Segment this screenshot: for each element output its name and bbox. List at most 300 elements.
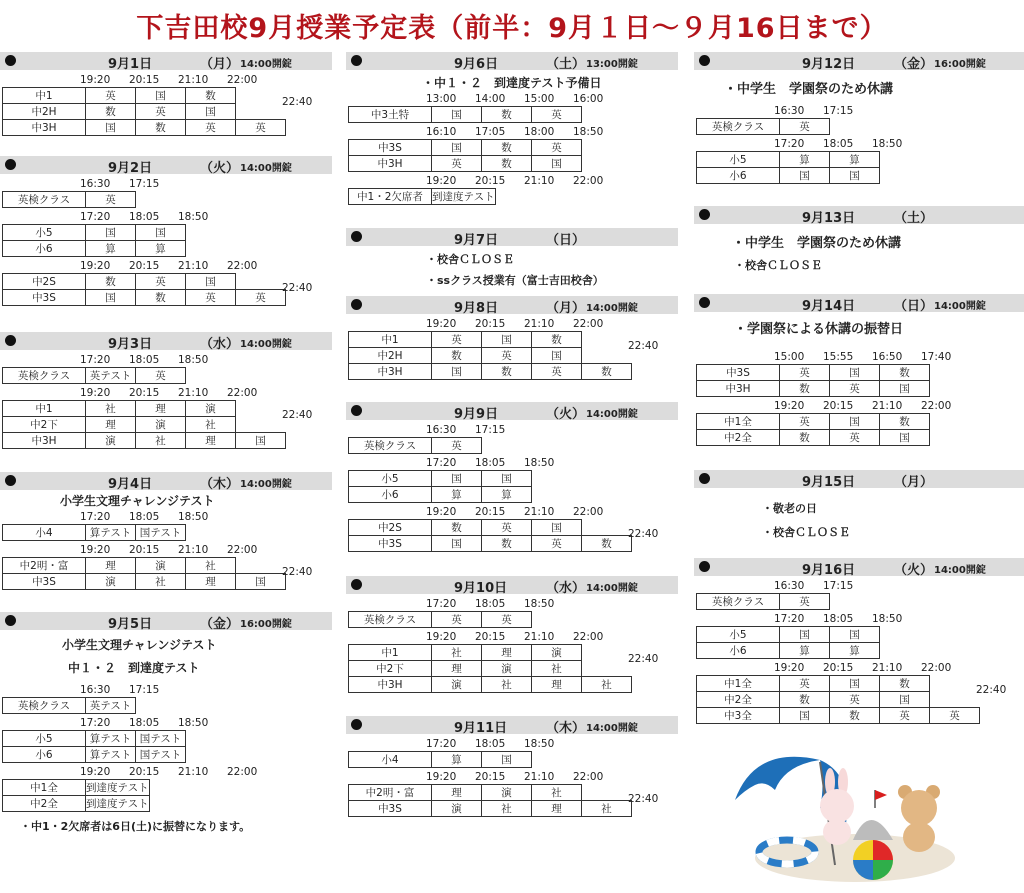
subject-cell: 算テスト — [86, 731, 136, 747]
schedule-block — [696, 613, 1024, 659]
time-label: 17:20 — [774, 138, 805, 150]
class-table — [348, 437, 482, 454]
subject-cell: 国テスト — [136, 747, 186, 763]
time-row — [696, 138, 1024, 151]
subject-cell: 英 — [532, 536, 582, 552]
subject-cell: 演 — [136, 417, 186, 433]
schedule-block — [348, 126, 678, 172]
time-label: 22:00 — [921, 662, 952, 674]
time-label: 18:50 — [524, 457, 555, 469]
time-label: 21:10 — [872, 400, 903, 412]
time-label: 15:00 — [774, 351, 805, 363]
table-row — [3, 747, 186, 763]
day-sep-13 — [694, 206, 1024, 273]
day-sep-8 — [346, 296, 678, 380]
time-row — [2, 766, 332, 779]
subject-cell: 数 — [136, 290, 186, 306]
class-table — [696, 364, 930, 397]
time-label: 15:55 — [823, 351, 854, 363]
class-name-cell: 中3H — [349, 156, 432, 172]
time-label: 18:05 — [475, 598, 506, 610]
day-note: 中１・２ 到達度テスト — [68, 661, 200, 675]
day-sep-11 — [346, 716, 678, 817]
subject-cell: 国 — [186, 274, 236, 290]
time-label: 22:00 — [573, 175, 604, 187]
table-row — [697, 414, 930, 430]
table-row — [349, 107, 582, 123]
subject-cell: 数 — [482, 156, 532, 172]
class-name-cell: 中2H — [3, 104, 86, 120]
table-row — [3, 241, 186, 257]
time-label: 20:15 — [129, 387, 160, 399]
subject-cell: 算テスト — [86, 747, 136, 763]
class-name-cell: 中3土特 — [349, 107, 432, 123]
class-name-cell: 英検クラス — [697, 594, 780, 610]
class-name-cell: 中3H — [349, 677, 432, 693]
class-table — [696, 118, 830, 135]
end-time-label: 22:40 — [282, 409, 313, 421]
subject-cell: 数 — [432, 520, 482, 536]
time-label: 21:10 — [178, 766, 209, 778]
class-name-cell: 中3S — [349, 140, 432, 156]
subject-cell: 社 — [186, 558, 236, 574]
day-header — [346, 296, 678, 314]
time-label: 17:20 — [774, 613, 805, 625]
subject-cell: 算 — [482, 487, 532, 503]
class-name-cell: 中2S — [3, 274, 86, 290]
day-date: 9月3日 — [108, 337, 153, 352]
time-label: 18:50 — [178, 211, 209, 223]
subject-cell: 国 — [432, 107, 482, 123]
time-label: 20:15 — [129, 544, 160, 556]
day-date: 9月8日 — [454, 301, 499, 316]
subject-cell: 演 — [432, 801, 482, 817]
subject-cell: 数 — [880, 365, 930, 381]
time-label: 22:00 — [921, 400, 952, 412]
table-row — [349, 536, 632, 552]
day-date: 9月6日 — [454, 57, 499, 72]
subject-cell: 英テスト — [86, 698, 136, 714]
day-sep-1 — [0, 52, 332, 136]
time-label: 18:50 — [573, 126, 604, 138]
table-row — [349, 785, 632, 801]
schedule-block — [2, 511, 332, 541]
time-label: 21:10 — [524, 318, 555, 330]
subject-cell: 演 — [532, 645, 582, 661]
subject-cell: 理 — [532, 801, 582, 817]
subject-cell: 英 — [780, 414, 830, 430]
time-label: 18:05 — [129, 354, 160, 366]
subject-cell: 数 — [86, 104, 136, 120]
subject-cell: 国 — [880, 381, 930, 397]
subject-cell: 英 — [136, 368, 186, 384]
class-name-cell: 中3S — [3, 290, 86, 306]
subject-cell: 英 — [880, 708, 930, 724]
day-header — [0, 52, 332, 70]
day-date: 9月13日 — [802, 211, 856, 226]
class-name-cell: 中1全 — [3, 780, 86, 796]
schedule-block — [348, 506, 678, 552]
subject-cell: 数 — [830, 708, 880, 724]
subject-cell: 理 — [136, 401, 186, 417]
subject-cell: 英 — [186, 290, 236, 306]
day-sep-4 — [0, 472, 332, 590]
time-label: 21:10 — [178, 74, 209, 86]
day-header — [346, 52, 678, 70]
time-label: 18:05 — [129, 717, 160, 729]
class-table — [2, 697, 136, 714]
day-sep-3 — [0, 332, 332, 449]
table-row — [349, 189, 496, 205]
time-row — [348, 598, 678, 611]
table-row — [349, 140, 582, 156]
day-note: ・中１・２ 到達度テスト予備日 — [422, 76, 602, 90]
opening-time: 14:00開錠 — [586, 409, 638, 420]
subject-cell: 英 — [136, 104, 186, 120]
schedule-block — [348, 175, 678, 205]
class-name-cell: 小4 — [3, 525, 86, 541]
schedule-block — [2, 387, 332, 449]
subject-cell: 国 — [880, 692, 930, 708]
time-label: 22:00 — [227, 544, 258, 556]
time-row — [348, 126, 678, 139]
subject-cell: 理 — [532, 677, 582, 693]
day-date: 9月15日 — [802, 475, 856, 490]
day-sep-6 — [346, 52, 678, 205]
time-label: 21:10 — [524, 506, 555, 518]
opening-time: 16:00開錠 — [240, 619, 292, 630]
subject-cell: 理 — [186, 574, 236, 590]
table-row — [3, 290, 286, 306]
time-label: 19:20 — [80, 74, 111, 86]
subject-cell: 英 — [432, 438, 482, 454]
table-row — [697, 708, 980, 724]
time-label: 17:20 — [426, 598, 457, 610]
class-table — [348, 331, 632, 380]
day-header — [346, 228, 678, 246]
table-row — [3, 192, 136, 208]
subject-cell: 英 — [236, 290, 286, 306]
time-row — [348, 457, 678, 470]
subject-cell: 国 — [880, 430, 930, 446]
class-name-cell: 中2下 — [3, 417, 86, 433]
table-row — [3, 574, 286, 590]
day-weekday: （月） — [200, 57, 240, 72]
day-weekday: （金） — [894, 57, 934, 72]
subject-cell: 国 — [86, 290, 136, 306]
subject-cell: 国 — [532, 156, 582, 172]
subject-cell: 理 — [186, 433, 236, 449]
bullet-icon — [351, 579, 362, 590]
class-table — [696, 626, 880, 659]
table-row — [349, 801, 632, 817]
beach-illustration — [725, 740, 965, 885]
opening-time: 14:00開錠 — [240, 479, 292, 490]
table-row — [3, 780, 150, 796]
table-row — [3, 120, 286, 136]
subject-cell: 英 — [86, 88, 136, 104]
time-label: 22:00 — [227, 74, 258, 86]
schedule-block — [2, 684, 332, 714]
time-row — [348, 175, 678, 188]
subject-cell: 英 — [780, 594, 830, 610]
schedule-block — [2, 766, 332, 812]
time-label: 17:40 — [921, 351, 952, 363]
class-name-cell: 中3S — [349, 536, 432, 552]
table-row — [697, 430, 930, 446]
subject-cell: 英 — [432, 156, 482, 172]
schedule-block — [348, 93, 678, 123]
table-row — [3, 274, 286, 290]
table-row — [3, 401, 286, 417]
subject-cell: 社 — [532, 661, 582, 677]
subject-cell: 国 — [432, 471, 482, 487]
time-label: 18:50 — [872, 138, 903, 150]
subject-cell: 算 — [830, 152, 880, 168]
time-label: 17:15 — [823, 105, 854, 117]
time-label: 18:05 — [823, 613, 854, 625]
time-label: 21:10 — [524, 631, 555, 643]
time-label: 16:30 — [80, 178, 111, 190]
subject-cell: 数 — [880, 676, 930, 692]
time-row — [348, 424, 678, 437]
schedule-block — [2, 260, 332, 306]
time-label: 18:50 — [178, 354, 209, 366]
class-name-cell: 小5 — [349, 471, 432, 487]
subject-cell: 英 — [532, 107, 582, 123]
bullet-icon — [5, 55, 16, 66]
subject-cell: 数 — [582, 536, 632, 552]
subject-cell: 国 — [780, 627, 830, 643]
day-weekday: （日） — [894, 299, 934, 314]
bear-icon — [898, 785, 940, 852]
time-label: 20:15 — [475, 175, 506, 187]
bullet-icon — [5, 159, 16, 170]
class-table — [2, 557, 286, 590]
time-label: 21:10 — [178, 544, 209, 556]
class-table — [348, 188, 496, 205]
class-name-cell: 英検クラス — [349, 612, 432, 628]
time-label: 17:20 — [80, 354, 111, 366]
opening-time: 14:00開錠 — [586, 723, 638, 734]
time-row — [348, 506, 678, 519]
day-note: 小学生文理チャレンジテスト — [62, 638, 217, 652]
time-label: 19:20 — [80, 766, 111, 778]
bullet-icon — [5, 335, 16, 346]
day-note: ・学園祭による休講の振替日 — [734, 322, 904, 337]
subject-cell: 国 — [830, 365, 880, 381]
time-label: 16:30 — [774, 580, 805, 592]
time-label: 16:00 — [573, 93, 604, 105]
subject-cell: 英 — [236, 120, 286, 136]
day-note: 小学生文理チャレンジテスト — [60, 494, 215, 508]
day-sep-14 — [694, 294, 1024, 446]
table-row — [349, 612, 532, 628]
time-label: 17:20 — [80, 717, 111, 729]
time-row — [2, 178, 332, 191]
subject-cell: 国 — [830, 627, 880, 643]
class-name-cell: 中2明・富 — [3, 558, 86, 574]
time-row — [696, 613, 1024, 626]
subject-cell: 数 — [582, 364, 632, 380]
time-label: 16:30 — [426, 424, 457, 436]
time-label: 18:50 — [524, 598, 555, 610]
class-name-cell: 中1 — [349, 645, 432, 661]
class-name-cell: 小6 — [3, 747, 86, 763]
class-name-cell: 英検クラス — [349, 438, 432, 454]
schedule-block — [348, 598, 678, 628]
page-title: 下吉田校9月授業予定表（前半：9月１日～９月16日まで） — [136, 13, 888, 44]
end-time-label: 22:40 — [282, 566, 313, 578]
schedule-block — [2, 211, 332, 257]
time-label: 19:20 — [80, 544, 111, 556]
table-row — [3, 368, 186, 384]
subject-cell: 数 — [482, 364, 532, 380]
subject-cell: 数 — [432, 348, 482, 364]
subject-cell: 社 — [86, 401, 136, 417]
day-date: 9月12日 — [802, 57, 856, 72]
subject-cell: 演 — [432, 677, 482, 693]
day-date: 9月2日 — [108, 161, 153, 176]
subject-cell: 国 — [830, 168, 880, 184]
subject-cell: 社 — [136, 574, 186, 590]
subject-cell: 理 — [86, 417, 136, 433]
table-row — [349, 471, 532, 487]
class-name-cell: 中2H — [349, 348, 432, 364]
subject-cell: 数 — [482, 140, 532, 156]
class-name-cell: 小6 — [697, 168, 780, 184]
time-label: 22:00 — [227, 387, 258, 399]
bullet-icon — [351, 299, 362, 310]
day-note: ・校舎ＣＬＯＳＥ — [426, 253, 514, 266]
subject-cell: 国 — [532, 348, 582, 364]
opening-time: 14:00開錠 — [934, 301, 986, 312]
schedule-block — [348, 457, 678, 503]
time-label: 17:20 — [80, 511, 111, 523]
day-sep-12 — [694, 52, 1024, 184]
subject-cell: 英 — [432, 612, 482, 628]
subject-cell: 英 — [432, 332, 482, 348]
day-header — [346, 402, 678, 420]
time-label: 19:20 — [426, 175, 457, 187]
class-table — [2, 400, 286, 449]
subject-cell: 国 — [482, 471, 532, 487]
schedule-block — [2, 74, 332, 136]
day-note: ・敬老の日 — [762, 502, 817, 515]
opening-time: 14:00開錠 — [240, 59, 292, 70]
class-name-cell: 中2明・富 — [349, 785, 432, 801]
subject-cell: 国 — [432, 140, 482, 156]
end-time-label: 22:40 — [628, 340, 659, 352]
time-label: 19:20 — [774, 662, 805, 674]
table-row — [349, 661, 632, 677]
day-header — [694, 52, 1024, 70]
subject-cell: 国 — [482, 332, 532, 348]
time-label: 14:00 — [475, 93, 506, 105]
time-label: 22:00 — [573, 318, 604, 330]
subject-cell: 英 — [482, 612, 532, 628]
class-table — [2, 191, 136, 208]
schedule-block — [2, 544, 332, 590]
subject-cell: 国 — [532, 520, 582, 536]
class-name-cell: 小6 — [349, 487, 432, 503]
subject-cell: 社 — [136, 433, 186, 449]
subject-cell: 英 — [532, 140, 582, 156]
subject-cell: 国 — [432, 364, 482, 380]
class-name-cell: 小5 — [3, 225, 86, 241]
class-table — [696, 413, 930, 446]
day-header — [0, 332, 332, 350]
time-row — [2, 717, 332, 730]
day-header — [346, 716, 678, 734]
table-row — [697, 692, 980, 708]
time-label: 13:00 — [426, 93, 457, 105]
time-label: 22:00 — [227, 260, 258, 272]
time-label: 20:15 — [475, 631, 506, 643]
time-row — [2, 684, 332, 697]
opening-time: 14:00開錠 — [586, 303, 638, 314]
table-row — [3, 88, 286, 104]
day-sep-9 — [346, 402, 678, 552]
day-weekday: （水） — [200, 337, 240, 352]
class-name-cell: 中1全 — [697, 676, 780, 692]
day-header — [0, 472, 332, 490]
subject-cell: 社 — [186, 417, 236, 433]
subject-cell: 英 — [830, 430, 880, 446]
subject-cell: 英 — [136, 274, 186, 290]
schedule-block — [2, 178, 332, 208]
day-sep-16 — [694, 558, 1024, 724]
day-date: 9月1日 — [108, 57, 153, 72]
subject-cell: 数 — [780, 430, 830, 446]
class-table — [2, 730, 186, 763]
time-row — [696, 400, 1024, 413]
bullet-icon — [5, 615, 16, 626]
class-name-cell: 中3H — [349, 364, 432, 380]
subject-cell: 理 — [86, 558, 136, 574]
time-label: 22:00 — [573, 771, 604, 783]
time-label: 21:10 — [872, 662, 903, 674]
time-row — [2, 511, 332, 524]
day-header — [0, 156, 332, 174]
time-label: 18:50 — [872, 613, 903, 625]
end-time-label: 22:40 — [282, 282, 313, 294]
subject-cell: 演 — [136, 558, 186, 574]
time-label: 17:15 — [823, 580, 854, 592]
time-row — [348, 631, 678, 644]
time-label: 21:10 — [524, 771, 555, 783]
subject-cell: 算 — [780, 152, 830, 168]
subject-cell: 英テスト — [86, 368, 136, 384]
class-table — [348, 139, 582, 172]
day-header — [694, 470, 1024, 488]
time-row — [2, 211, 332, 224]
subject-cell: 国 — [236, 574, 286, 590]
table-row — [3, 796, 150, 812]
time-row — [2, 544, 332, 557]
bullet-icon — [351, 55, 362, 66]
subject-cell: 数 — [86, 274, 136, 290]
subject-cell: 国 — [780, 708, 830, 724]
class-name-cell: 中3H — [697, 381, 780, 397]
table-row — [349, 332, 632, 348]
table-row — [3, 104, 286, 120]
time-label: 17:15 — [129, 178, 160, 190]
time-label: 16:30 — [774, 105, 805, 117]
end-time-label: 22:40 — [628, 793, 659, 805]
time-row — [2, 387, 332, 400]
day-note: ・中学生 学園祭のため休講 — [732, 236, 902, 251]
